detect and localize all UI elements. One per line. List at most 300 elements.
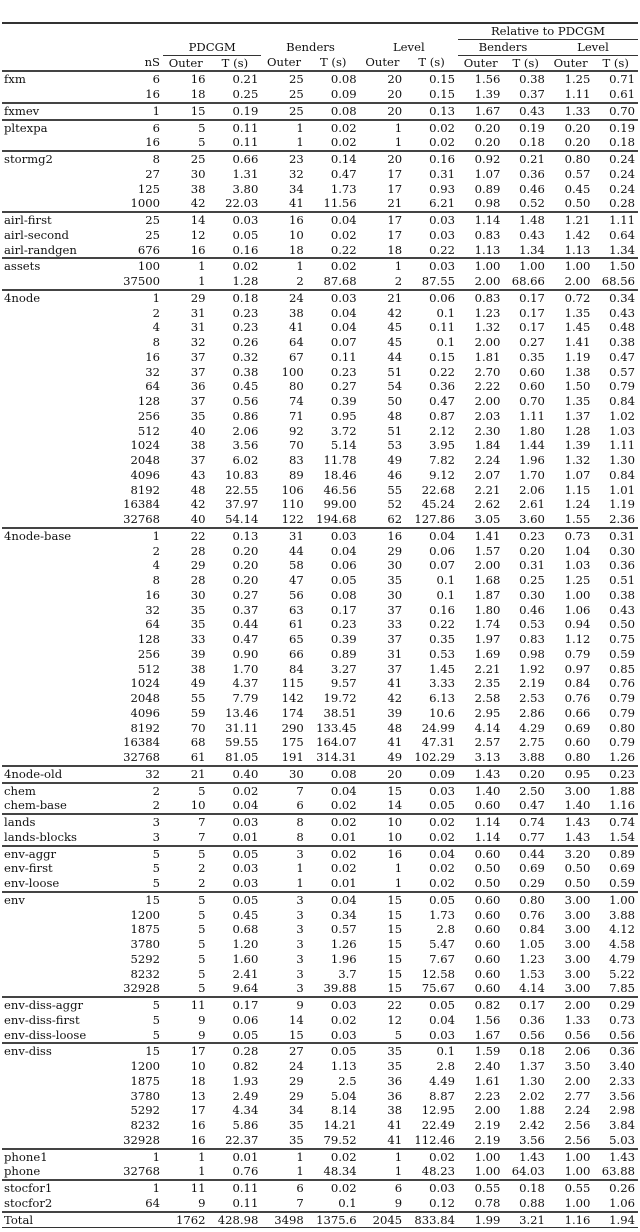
pdcgm-outer: 9 [198,1012,206,1027]
pdcgm-outer: 13 [190,1088,206,1103]
pdcgm-time: 0.03 [208,814,261,830]
benders-time: 1.73 [330,181,357,196]
table-row [2,379,638,394]
table-header [2,23,638,71]
level-outer: 62 [387,512,403,526]
pdcgm-time: 7.79 [232,691,259,705]
rel-benders-outer: 0.60 [458,892,503,908]
rel-benders-outer: 4.14 [474,720,501,735]
benders-outer: 67 [289,349,304,364]
benders-outer: 1 [296,135,304,150]
instance-name: stormg2 [2,151,115,167]
level-time: 48.23 [421,1164,455,1179]
pdcgm-outer: 42 [190,497,206,512]
benders-outer: 1 [296,1164,304,1179]
pdcgm-time: 22.55 [225,482,259,497]
table-row [2,846,638,862]
results-table-figure [0,22,640,1228]
pdcgm-time: 3.56 [232,438,259,453]
col-header-level-outer: Outer [360,55,405,71]
rel-benders-time: 0.37 [519,87,545,101]
benders-outer: 3 [296,951,304,966]
level-outer: 17 [387,181,403,196]
benders-time: 194.68 [316,512,357,526]
instance-name [2,967,115,982]
rel-benders-time: 1.30 [519,1073,545,1088]
rel-level-time: 1.34 [609,242,635,257]
rel-level-time: 0.84 [609,394,635,408]
table-row [2,1103,638,1118]
level-time: 0.15 [429,87,455,101]
level-outer: 41 [387,676,403,691]
pdcgm-time: 0.05 [208,892,261,908]
rel-level-outer: 0.20 [548,120,593,136]
benders-outer: 16 [261,212,306,228]
rel-level-time: 68.56 [601,274,635,288]
rel-benders-outer: 0.92 [458,151,503,167]
rel-benders-outer: 0.60 [474,937,501,951]
rel-level-outer: 2.56 [564,1118,591,1132]
pdcgm-outer: 29 [163,290,208,306]
rel-benders-outer: 3.05 [474,512,501,526]
rel-benders-outer: 1.14 [458,814,503,830]
rel-benders-outer: 2.70 [474,364,501,379]
rel-benders-outer: 0.20 [458,120,503,136]
level-time: 0.16 [429,602,455,617]
rel-level-time: 1.01 [609,482,635,497]
rel-level-outer: 0.72 [548,290,593,306]
rel-level-time: 1.30 [609,453,635,467]
benders-time: 3.7 [338,966,357,981]
rel-level-outer: 0.80 [564,750,591,764]
pdcgm-outer: 28 [190,543,206,558]
rel-benders-outer: 2.23 [474,1088,501,1103]
instance-name [2,274,115,290]
table-row [2,512,638,528]
level-time: 12.95 [421,1103,455,1118]
instance-name: env-first [4,861,53,876]
rel-benders-time: 2.75 [519,735,545,750]
header-row-relative [2,23,638,39]
total-rel-benders-time: 3.21 [503,1212,548,1228]
table-row [2,706,638,721]
benders-outer: 3 [261,846,306,862]
benders-time: 87.68 [323,274,357,288]
rel-benders-time: 0.17 [503,997,548,1013]
rel-level-time: 0.79 [609,691,635,705]
benders-outer: 29 [289,1088,304,1103]
rel-benders-time: 0.29 [519,876,545,890]
benders-time: 1.13 [330,1059,357,1073]
benders-time: 314.31 [316,750,357,764]
rel-benders-outer: 1.68 [474,573,501,587]
header-relative-to-pdcgm: Relative to PDCGM [458,23,638,39]
level-time: 0.15 [405,71,458,87]
rel-level-time: 1.11 [593,212,638,228]
rel-level-time: 0.51 [609,573,635,587]
level-time: 1.73 [429,907,455,922]
level-outer: 55 [387,482,403,497]
pdcgm-time: 1.20 [232,937,259,951]
instance-name [2,735,115,750]
pdcgm-outer: 30 [190,166,206,181]
level-time: 7.82 [429,453,455,467]
col-header-pdcgm-outer: Outer [163,55,208,71]
rel-benders-outer: 1.59 [458,1043,503,1059]
rel-level-time: 0.48 [609,320,635,335]
pdcgm-time: 0.02 [208,783,261,799]
rel-benders-outer: 1.69 [474,646,501,661]
rel-level-outer: 1.37 [564,408,591,423]
level-time: 0.02 [429,861,455,876]
pdcgm-outer: 38 [190,661,206,676]
rel-level-time: 0.38 [609,587,635,602]
ns-value: 1 [115,528,163,544]
level-outer: 9 [394,1195,403,1210]
level-time: 22.49 [421,1118,455,1132]
pdcgm-time: 1.31 [232,166,259,181]
rel-benders-outer: 1.74 [474,617,501,632]
level-time: 102.29 [414,750,455,764]
instance-name [2,167,115,182]
rel-level-time: 0.38 [609,335,635,349]
ns-value: 8232 [130,1118,160,1132]
level-time: 0.1 [405,1043,458,1059]
benders-time: 79.52 [323,1132,357,1147]
rel-level-time: 4.58 [609,937,635,951]
pdcgm-outer: 43 [190,467,206,482]
instance-name: env-diss-loose [4,1027,87,1042]
instance-name [2,952,115,967]
table-row [2,1196,638,1212]
rel-benders-outer: 1.56 [474,1012,501,1027]
rel-level-time: 0.59 [609,646,635,661]
header-pdcgm: PDCGM [163,39,261,55]
rel-benders-outer: 1.23 [474,305,501,320]
total-rel-benders-outer: 1.99 [458,1212,503,1228]
instance-name [2,721,115,736]
rel-level-outer: 1.00 [564,1195,591,1210]
table-row [2,228,638,243]
rel-benders-outer: 1.67 [458,103,503,120]
rel-benders-outer: 0.60 [474,981,501,996]
rel-benders-time: 2.50 [503,783,548,799]
instance-name: 4node-old [2,766,115,783]
level-outer: 15 [387,981,403,996]
level-time: 12.58 [421,966,455,981]
rel-level-outer: 1.04 [564,543,591,558]
benders-outer: 70 [289,438,304,453]
level-time: 10.6 [429,705,455,720]
ns-value: 16 [145,587,160,602]
instance-name [2,87,115,103]
rel-benders-outer: 1.81 [474,349,501,364]
benders-time: 0.23 [330,617,357,632]
table-row [2,453,638,468]
instance-name [2,320,115,335]
pdcgm-outer: 25 [163,151,208,167]
rel-benders-time: 0.69 [519,861,545,876]
rel-benders-outer: 2.19 [474,1132,501,1147]
table-row [2,814,638,830]
table-row [2,892,638,908]
rel-level-time: 1.06 [609,1195,635,1210]
benders-outer: 174 [281,705,304,720]
benders-time: 0.02 [330,861,357,876]
instance-name: env-aggr [2,846,115,862]
rel-benders-outer: 3.13 [474,750,501,764]
pdcgm-time: 0.23 [232,305,259,320]
rel-level-outer: 3.20 [548,846,593,862]
rel-benders-time: 0.47 [519,798,545,813]
rel-benders-time: 0.44 [503,846,548,862]
benders-time: 0.14 [307,151,360,167]
instance-name [2,365,115,380]
instance-name [2,196,115,212]
benders-time: 8.14 [330,1103,357,1118]
total-level-time: 833.84 [405,1212,458,1228]
table-row [2,424,638,439]
level-outer: 10 [387,829,403,844]
benders-time: 0.02 [307,120,360,136]
rel-level-outer: 2.56 [564,1132,591,1147]
rel-benders-outer: 2.95 [474,705,501,720]
benders-time: 19.72 [323,691,357,705]
ns-value: 32768 [123,512,160,526]
rel-benders-time: 0.76 [519,907,545,922]
ns-value: 25 [115,212,163,228]
pdcgm-time: 0.11 [232,135,259,150]
rel-benders-time: 0.17 [519,305,545,320]
instance-name [2,558,115,573]
level-time: 127.86 [414,512,455,526]
pdcgm-time: 0.19 [208,103,261,120]
rel-level-time: 0.57 [609,364,635,379]
rel-level-outer: 1.03 [564,558,591,573]
ns-value: 8192 [130,482,160,497]
rel-level-outer: 0.84 [564,676,591,691]
instance-name [2,335,115,350]
rel-benders-time: 0.17 [503,290,548,306]
benders-outer: 2 [296,274,304,288]
pdcgm-time: 0.18 [208,290,261,306]
total-pdcgm-time: 428.98 [208,1212,261,1228]
rel-benders-outer: 2.62 [474,497,501,512]
rel-level-time: 4.79 [609,951,635,966]
ns-value: 5 [152,1012,160,1027]
rel-level-time: 63.88 [601,1164,635,1179]
pdcgm-outer: 1 [163,258,208,274]
rel-benders-time: 0.60 [519,364,545,379]
results-table [2,22,638,1228]
pdcgm-time: 22.37 [225,1132,259,1147]
benders-outer: 71 [289,408,304,423]
rel-benders-time: 0.27 [519,335,545,349]
level-outer: 36 [387,1073,403,1088]
ns-value: 64 [145,1195,160,1210]
rel-benders-time: 3.60 [519,512,545,526]
pdcgm-time: 0.20 [232,558,259,573]
ns-value: 256 [137,646,160,661]
level-outer: 10 [360,814,405,830]
level-outer: 20 [387,87,403,101]
rel-level-time: 0.24 [593,151,638,167]
pdcgm-time: 0.90 [232,646,259,661]
rel-level-outer: 1.11 [564,87,591,101]
level-outer: 18 [387,242,403,257]
ns-value: 8 [152,335,160,349]
benders-time: 0.04 [307,892,360,908]
benders-time: 0.05 [330,573,357,587]
rel-benders-time: 1.80 [519,423,545,438]
instance-name [2,512,115,528]
benders-time: 0.02 [307,846,360,862]
rel-level-outer: 1.35 [564,305,591,320]
pdcgm-outer: 16 [190,1132,206,1147]
level-outer: 29 [387,543,403,558]
instance-name: airl-second [4,227,69,242]
rel-benders-time: 0.30 [519,587,545,602]
benders-time: 11.78 [323,453,357,467]
pdcgm-time: 0.38 [232,364,259,379]
instance-name [2,603,115,618]
level-time: 1.45 [429,661,455,676]
ns-value: 32928 [123,1132,160,1147]
rel-level-time: 0.75 [609,632,635,646]
pdcgm-time: 0.82 [232,1059,259,1073]
rel-benders-outer: 2.00 [474,274,501,288]
rel-benders-time: 0.88 [519,1195,545,1210]
benders-time: 0.04 [330,320,357,335]
rel-benders-outer: 0.89 [474,181,501,196]
rel-level-outer: 0.69 [564,720,591,735]
rel-level-outer: 1.42 [564,227,591,242]
rel-level-time: 0.24 [609,166,635,181]
ns-value: 5 [115,846,163,862]
benders-time: 0.02 [330,798,357,813]
level-outer: 20 [360,766,405,783]
rel-benders-outer: 2.30 [474,423,501,438]
level-time: 0.02 [429,135,455,150]
level-time: 2.8 [436,1059,455,1073]
pdcgm-time: 54.14 [225,512,259,526]
benders-outer: 106 [281,482,304,497]
instance-name: lands [2,814,115,830]
rel-benders-time: 1.43 [503,1149,548,1165]
benders-time: 0.03 [307,997,360,1013]
table-row [2,937,638,952]
rel-level-time: 0.61 [609,87,635,101]
rel-benders-time: 1.11 [519,408,545,423]
pdcgm-time: 4.34 [232,1103,259,1118]
instance-name: fxmev [2,103,115,120]
rel-benders-time: 0.98 [519,646,545,661]
rel-benders-time: 0.46 [519,181,545,196]
level-outer: 2 [394,274,403,288]
table-row [2,258,638,274]
level-time: 0.05 [429,798,455,813]
level-time: 0.22 [429,364,455,379]
table-row [2,182,638,197]
benders-time: 38.51 [323,705,357,720]
pdcgm-outer: 49 [190,676,206,691]
level-time: 0.02 [429,876,455,890]
benders-outer: 34 [289,1103,304,1118]
instance-name [2,647,115,662]
rel-level-time: 1.11 [609,438,635,453]
rel-level-outer: 3.00 [548,892,593,908]
level-time: 0.07 [429,558,455,573]
instance-name: stocfor1 [2,1180,115,1196]
level-outer: 1 [360,120,405,136]
level-time: 0.03 [405,212,458,228]
table-row [2,1028,638,1044]
level-outer: 15 [387,922,403,937]
level-outer: 41 [387,1132,403,1147]
instance-name [2,1089,115,1104]
pdcgm-outer: 17 [190,1103,206,1118]
benders-outer: 61 [289,617,304,632]
pdcgm-time: 0.25 [232,87,259,101]
rel-level-outer: 0.45 [564,181,591,196]
rel-benders-outer: 1.97 [474,632,501,646]
level-time: 9.12 [429,467,455,482]
pdcgm-outer: 5 [198,922,206,937]
rel-benders-time: 0.83 [519,632,545,646]
benders-outer: 6 [261,1180,306,1196]
benders-outer: 8 [261,814,306,830]
instance-name [2,468,115,483]
rel-level-outer: 2.24 [564,1103,591,1118]
instance-name: env [2,892,115,908]
table-row [2,528,638,544]
table-row [2,766,638,783]
rel-level-outer: 1.12 [564,632,591,646]
pdcgm-time: 0.68 [232,922,259,937]
rel-benders-time: 0.43 [519,227,545,242]
pdcgm-time: 0.11 [232,1195,259,1210]
benders-outer: 66 [289,646,304,661]
benders-outer: 1 [261,1149,306,1165]
benders-outer: 8 [296,829,304,844]
rel-level-time: 0.56 [609,1027,635,1042]
ns-value: 1000 [130,196,160,211]
level-time: 6.21 [429,196,455,211]
rel-benders-time: 1.44 [519,438,545,453]
benders-time: 5.14 [330,438,357,453]
pdcgm-outer: 1 [198,274,206,288]
rel-benders-time: 0.52 [519,196,545,211]
benders-time: 0.02 [330,227,357,242]
pdcgm-outer: 32 [190,335,206,349]
pdcgm-outer: 37 [190,349,206,364]
rel-benders-outer: 1.14 [458,212,503,228]
benders-outer: 3 [296,966,304,981]
benders-outer: 1 [296,861,304,876]
table-row [2,952,638,967]
level-outer: 41 [387,735,403,750]
rel-benders-outer: 0.55 [458,1180,503,1196]
rel-level-outer: 0.20 [564,135,591,150]
pdcgm-time: 0.01 [232,829,259,844]
ns-value: 27 [145,166,160,181]
table-row [2,588,638,603]
rel-benders-time: 0.36 [519,1012,545,1027]
rel-level-outer: 3.00 [564,981,591,996]
level-time: 0.05 [405,892,458,908]
rel-level-outer: 0.50 [564,196,591,211]
rel-level-time: 0.85 [609,661,635,676]
